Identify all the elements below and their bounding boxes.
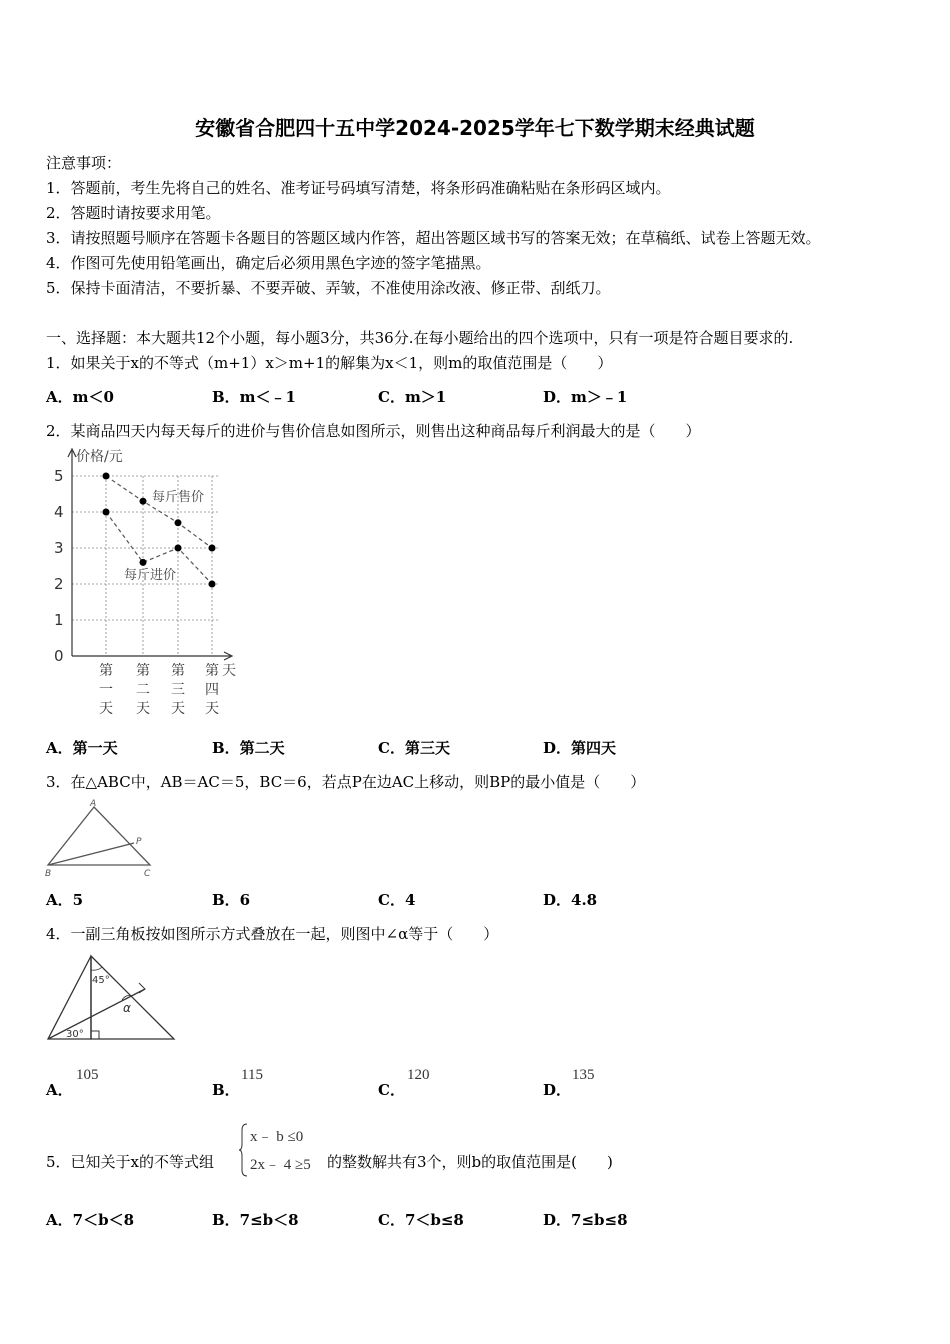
- chart-axes: [68, 449, 232, 660]
- q5-option-d[interactable]: D．7≤b≤8: [543, 1211, 628, 1229]
- q4-option-b-label[interactable]: B．: [212, 1081, 240, 1099]
- system-brace: [238, 1122, 248, 1178]
- q1-option-c[interactable]: C．m＞1: [378, 388, 447, 406]
- q3-option-c[interactable]: C．4: [378, 891, 416, 909]
- data-point: [103, 473, 110, 480]
- y-tick-label: 5: [54, 467, 64, 485]
- q3-option-a[interactable]: A．5: [46, 891, 84, 909]
- x-tick-label: 天: [205, 701, 219, 715]
- y-tick-label: 3: [54, 539, 64, 557]
- q4-option-a-value: 105: [76, 1067, 99, 1083]
- question-4-stem: 4．一副三角板按如图所示方式叠放在一起，则图中∠α等于（ ）: [46, 925, 499, 943]
- x-tick-label: 四: [205, 682, 219, 698]
- q4-option-a-label[interactable]: A．: [46, 1081, 73, 1099]
- question-5-stem-before: 5．已知关于x的不等式组: [46, 1153, 215, 1171]
- notice-item: 2．答题时请按要求用笔。: [46, 204, 221, 222]
- x-tick-label: 第: [205, 663, 219, 679]
- data-point: [209, 581, 216, 588]
- data-point: [103, 509, 110, 516]
- q1-option-b[interactable]: B．m＜﹣1: [212, 388, 296, 406]
- y-tick-label: 4: [54, 503, 64, 521]
- q5-option-b[interactable]: B．7≤b＜8: [212, 1211, 299, 1229]
- chart-ylabel: 价格/元: [76, 449, 123, 465]
- legend-buy-price: 每斤进价: [124, 568, 177, 583]
- data-point: [140, 559, 147, 566]
- q2-option-d[interactable]: D．第四天: [543, 739, 617, 757]
- q5-option-a[interactable]: A．7＜b＜8: [46, 1211, 135, 1229]
- triangle-abc-figure: [44, 798, 156, 878]
- notice-item: 4．作图可先使用铅笔画出，确定后必须用黑色字迹的签字笔描黑。: [46, 254, 491, 272]
- legend-sell-price: 每斤售价: [152, 490, 205, 505]
- x-tick-label: 第: [99, 663, 113, 679]
- question-5-stem-after: 的整数解共有3个，则b的取值范围是( ): [327, 1153, 613, 1171]
- question-3-stem: 3．在△ABC中，AB＝AC＝5，BC＝6，若点P在边AC上移动，则BP的最小值是（ ）: [46, 773, 646, 791]
- q5-option-c[interactable]: C．7＜b≤8: [378, 1211, 464, 1229]
- q4-option-c-label[interactable]: C．: [378, 1081, 405, 1099]
- notice-item: 5．保持卡面清洁，不要折暴、不要弄破、弄皱，不准使用涂改液、修正带、刮纸刀。: [46, 279, 611, 297]
- question-1-stem: 1．如果关于x的不等式（m+1）x＞m+1的解集为x＜1，则m的取值范围是（ ）: [46, 354, 613, 372]
- q1-option-d[interactable]: D．m＞﹣1: [543, 388, 628, 406]
- x-tick-label: 第: [136, 663, 150, 679]
- x-tick-label: 一: [99, 682, 113, 698]
- y-tick-label: 2: [54, 575, 64, 593]
- x-tick-label: 天: [171, 701, 185, 715]
- data-point: [175, 519, 182, 526]
- q3-option-d[interactable]: D．4.8: [543, 891, 598, 909]
- question-2-stem: 2．某商品四天内每天每斤的进价与售价信息如图所示，则售出这种商品每斤利润最大的是（ ）: [46, 422, 701, 440]
- q2-option-c[interactable]: C．第三天: [378, 739, 450, 757]
- q4-option-b-value: 115: [241, 1067, 263, 1083]
- q1-option-a[interactable]: A．m＜0: [46, 388, 114, 406]
- q3-option-b[interactable]: B．6: [212, 891, 251, 909]
- q2-option-a[interactable]: A．第一天: [46, 739, 118, 757]
- data-point: [175, 545, 182, 552]
- y-tick-label: 0: [54, 647, 64, 665]
- label-alpha: α: [123, 1001, 131, 1015]
- data-point: [140, 498, 147, 505]
- q4-option-c-value: 120: [407, 1067, 430, 1083]
- x-tick-label: 天: [136, 701, 150, 715]
- set-squares-figure: [46, 952, 178, 1044]
- label-a: A: [90, 799, 97, 809]
- label-c: C: [144, 869, 151, 878]
- q2-option-b[interactable]: B．第二天: [212, 739, 285, 757]
- notice-item: 3．请按照题号顺序在答题卡各题目的答题区域内作答，超出答题区域书写的答案无效；在草稿纸、试卷上答题无效。: [46, 229, 821, 247]
- q4-option-d-value: 135: [572, 1067, 595, 1083]
- y-tick-label: 1: [54, 611, 64, 629]
- label-p: P: [136, 837, 142, 847]
- system-line-2: 2x﹣ 4 ≥5: [250, 1157, 311, 1173]
- page-title: 安徽省合肥四十五中学2024-2025学年七下数学期末经典试题: [195, 116, 755, 140]
- section-heading: 一、选择题：本大题共12个小题，每小题3分，共36分.在每小题给出的四个选项中，只有一项是符合题目要求的.: [46, 329, 794, 347]
- label-45-degrees: 45°: [92, 975, 110, 986]
- x-tick-label: 三: [171, 682, 185, 698]
- x-tick-label: 天: [99, 701, 113, 715]
- chart-xlabel: 天: [222, 663, 236, 679]
- x-tick-label: 第: [171, 663, 185, 679]
- notice-heading: 注意事项：: [46, 154, 122, 172]
- label-30-degrees: 30°: [66, 1029, 84, 1040]
- notice-item: 1．答题前，考生先将自己的姓名、准考证号码填写清楚，将条形码准确粘贴在条形码区域内。: [46, 179, 671, 197]
- x-tick-label: 二: [136, 682, 150, 698]
- price-line-chart: [46, 445, 246, 715]
- q4-option-d-label[interactable]: D．: [543, 1081, 572, 1099]
- data-point: [209, 545, 216, 552]
- system-line-1: x﹣ b ≤0: [250, 1129, 304, 1145]
- label-b: B: [45, 869, 52, 878]
